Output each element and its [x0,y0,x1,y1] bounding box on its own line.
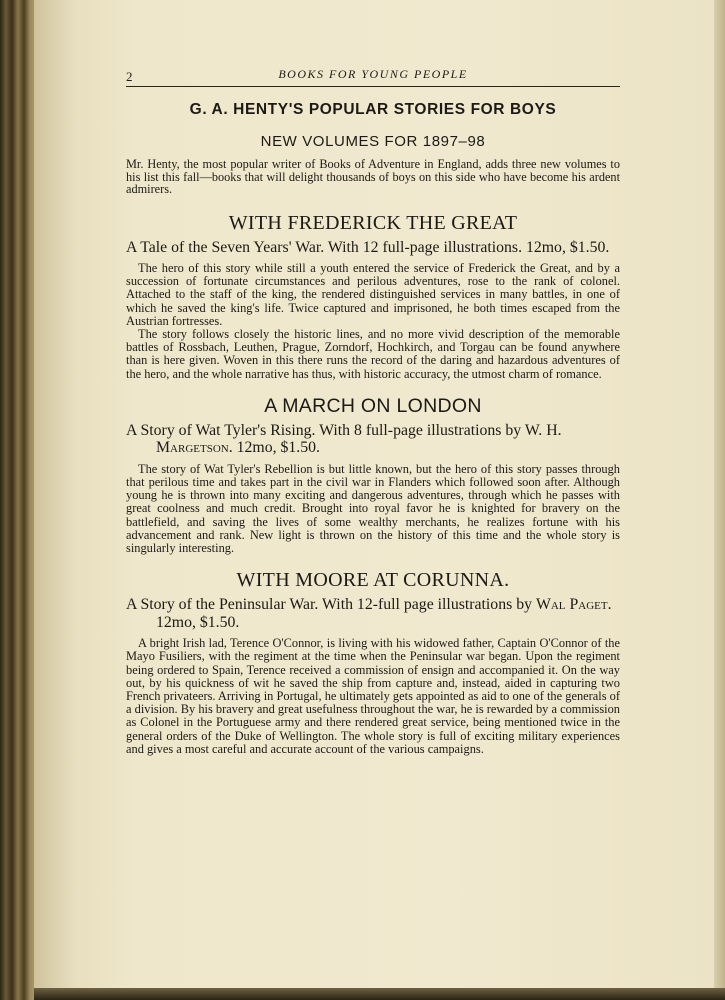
series-title: G. A. HENTY'S POPULAR STORIES FOR BOYS [189,101,557,118]
book-title: A MARCH ON LONDON [264,394,482,417]
description-paragraph: A bright Irish lad, Terence O'Connor, is living with his widowed father, Captain O'Connor of the Mayo Fusiliers, with the regiment at the time when the Peninsular war began. Upon the regiment being ordered to Spain, Terence received a commission of ensign and accompanied it. On the way out, by his quickness of wit he saved the ship from capture and, instead, aided in capturing two French privateers. Arriving in Portugal, he ultimately gets appointed as aid to one of the generals of a division. By his bravery and great usefulness throughout the war, he is rewarded by a commission as Colonel in the Portuguese army and there rendered great service, being mentioned twice in the general orders of the Duke of Wellington. The whole story is full of exciting military experiences and gives a most careful and accurate account of the various campaigns. [126,636,620,756]
series-subtitle: NEW VOLUMES FOR 1897–98 [260,133,486,150]
book-subtitle-tail: . 12mo, $1.50. [156,596,612,631]
book-title: WITH FREDERICK THE GREAT [228,211,518,234]
illustrator-name: Wal Paget [535,596,608,614]
book-subtitle [126,422,620,457]
description-paragraph: The story of Wat Tyler's Rebellion is but little known, but the hero of this story passes through that perilous time and takes part in the civil war in Flanders which followed soon after. Although young he is thrown into many exciting and dangerous adventures, through which he passes with great coolness and much credit. Brought into royal favor he is knighted for bravery on the battlefield, and saving the lives of some wealthy merchants, he realizes fortune with his advancement and rank. New light is thrown on the history of this time and the whole story is singularly interesting. [126,461,620,556]
page-bottom-edge [34,988,725,1000]
book-description [126,262,620,381]
book-subtitle-text: A Story of the Peninsular War. With 12-full page illustrations by [126,596,536,614]
running-head [126,60,620,87]
book-subtitle [126,239,620,257]
book-subtitle-tail: . 12mo, $1.50. [228,439,320,457]
book-subtitle-text: A Story of Wat Tyler's Rising. With 8 full-page illustrations by W. H. [126,421,562,439]
book-description [126,463,620,555]
page-content [126,60,620,756]
book-description [126,637,620,756]
book-entry [126,569,620,756]
book-subtitle-text: A Tale of the Seven Years' War. With 12 full-page illustrations. 12mo, $1.50. [126,238,610,256]
description-paragraph: The hero of this story while still a youth entered the service of Frederick the Great, and by a succession of fortunate circumstances and perilous adventures, rose to the rank of colonel. Attached to the staff of the king, the rendered distinguished services in many battles, in one of which he saved the king's life. Twice captured and imprisoned, he both times escaped from the Austrian fortresses. [126,261,620,328]
description-paragraph: The story follows closely the historic lines, and no more vivid description of the memorable battles of Rossbach, Leuthen, Prague, Zorndorf, Hochkirch, and Torgau can be found anywhere than is here given. Woven in this there runs the record of the daring and hazardous adventures of the hero, and the whole narrative has thus, with historic accuracy, the utmost charm of romance. [126,327,620,381]
illustrator-name: Margetson [156,439,229,457]
page-number: 2 [126,69,134,84]
book-subtitle [126,596,620,631]
page-edge [714,0,725,988]
book-entry [126,212,620,381]
series-intro: Mr. Henty, the most popular writer of Books of Adventure in England, adds three new volumes to his list this fall—books that will delight thousands of boys on this side who have become his ardent admirers. [126,157,620,196]
book-title: WITH MOORE AT CORUNNA. [236,569,510,592]
book-entry [126,395,620,555]
running-title: BOOKS FOR YOUNG PEOPLE [278,67,468,81]
